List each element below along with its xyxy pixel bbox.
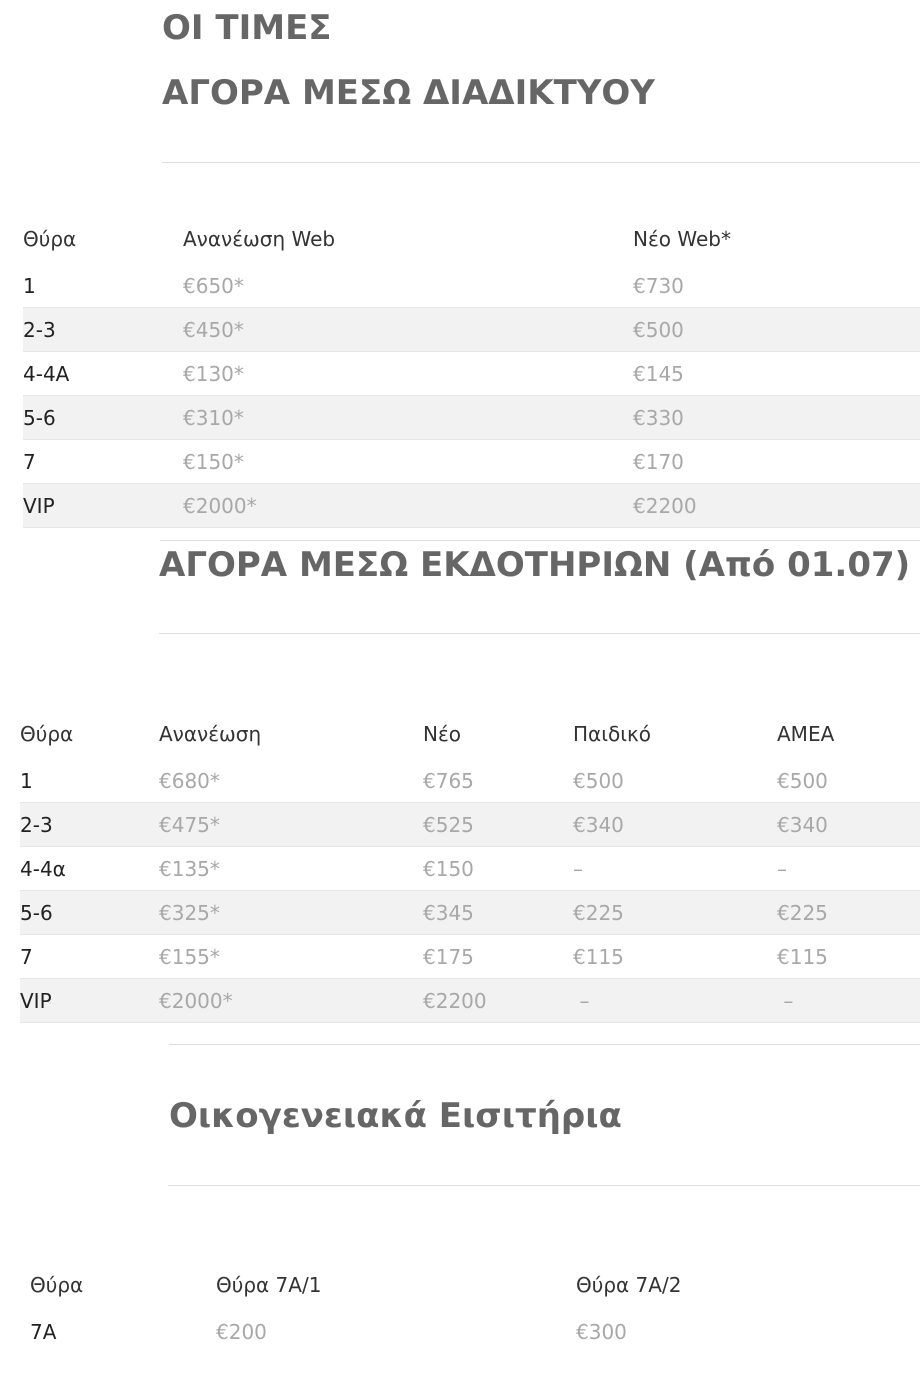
table-row [30, 1311, 920, 1353]
online-heading-divider [162, 162, 920, 163]
online-header-new-web: Νέο Web* [633, 227, 731, 251]
table-row [20, 891, 920, 935]
table-row [23, 396, 920, 440]
door-cell: VIP [20, 979, 159, 1023]
price-cell: €310* [183, 396, 633, 440]
price-cell: €170 [633, 440, 920, 484]
price-cell: €450* [183, 308, 633, 352]
price-cell: €325* [159, 891, 423, 935]
table-row [23, 352, 920, 396]
door-cell: 2-3 [20, 803, 159, 847]
price-cell: €175 [423, 935, 573, 979]
price-cell: €300 [576, 1320, 627, 1344]
price-cell: – [573, 979, 777, 1023]
family-header-door-7a1: Θύρα 7Α/1 [216, 1273, 322, 1297]
price-cell: €155* [159, 935, 423, 979]
family-price-table [30, 1259, 920, 1353]
price-cell: €330 [633, 396, 920, 440]
price-cell: €2200 [633, 484, 920, 528]
door-cell: 7 [23, 440, 183, 484]
family-header-door: Θύρα [30, 1273, 84, 1297]
price-cell: €115 [573, 935, 777, 979]
box-office-heading-divider [159, 633, 920, 634]
price-cell: €525 [423, 803, 573, 847]
price-cell: €475* [159, 803, 423, 847]
online-section-heading: ΑΓΟΡΑ ΜΕΣΩ ΔΙΑΔΙΚΤΥΟΥ [162, 73, 655, 113]
door-cell: 7 [20, 935, 159, 979]
table-row [20, 760, 920, 803]
price-cell: €500 [777, 760, 920, 803]
table-row [23, 440, 920, 484]
box-office-section-heading: ΑΓΟΡΑ ΜΕΣΩ ΕΚΔΟΤΗΡΙΩΝ (Από 01.07) [159, 545, 911, 585]
door-cell: 5-6 [23, 396, 183, 440]
box-office-header-renewal: Ανανέωση [159, 722, 262, 746]
table-row [20, 803, 920, 847]
online-header-renewal-web: Ανανέωση Web [183, 227, 336, 251]
price-cell: €500 [573, 760, 777, 803]
price-cell: €730 [633, 265, 920, 308]
price-cell: €340 [573, 803, 777, 847]
price-cell: €345 [423, 891, 573, 935]
door-cell: 1 [20, 760, 159, 803]
price-cell: €680* [159, 760, 423, 803]
price-cell: €130* [183, 352, 633, 396]
page-title: ΟΙ ΤΙΜΕΣ [162, 8, 332, 48]
price-cell: €200 [216, 1320, 267, 1344]
price-cell: €145 [633, 352, 920, 396]
door-cell: 7Α [30, 1320, 57, 1344]
door-cell: 1 [23, 265, 183, 308]
price-cell: €650* [183, 265, 633, 308]
door-cell: VIP [23, 484, 183, 528]
family-table-header-row [30, 1259, 920, 1311]
box-office-table-header-row [20, 708, 920, 760]
price-cell: €500 [633, 308, 920, 352]
price-cell: €2000* [183, 484, 633, 528]
price-cell: €340 [777, 803, 920, 847]
table-row [20, 847, 920, 891]
table-row [23, 265, 920, 308]
family-section-heading: Οικογενειακά Εισιτήρια [169, 1096, 622, 1136]
online-header-door: Θύρα [23, 227, 77, 251]
door-cell: 5-6 [20, 891, 159, 935]
box-office-price-table [20, 708, 920, 1023]
family-header-door-7a2: Θύρα 7Α/2 [576, 1273, 682, 1297]
table-row [23, 308, 920, 352]
price-cell: – [573, 847, 777, 891]
online-price-table [23, 213, 920, 528]
box-office-header-disabled: ΑΜΕΑ [777, 722, 835, 746]
box-office-header-door: Θύρα [20, 722, 74, 746]
online-table-header-row [23, 213, 920, 265]
price-cell: €2000* [159, 979, 423, 1023]
price-cell: €225 [573, 891, 777, 935]
box-office-header-new: Νέο [423, 722, 462, 746]
price-cell: – [777, 847, 920, 891]
door-cell: 2-3 [23, 308, 183, 352]
family-top-divider [169, 1044, 920, 1045]
price-cell: €135* [159, 847, 423, 891]
price-cell: – [777, 979, 920, 1023]
table-row [23, 484, 920, 528]
table-row [20, 935, 920, 979]
price-cell: €765 [423, 760, 573, 803]
price-cell: €225 [777, 891, 920, 935]
price-cell: €150 [423, 847, 573, 891]
door-cell: 4-4α [20, 847, 159, 891]
table-row [20, 979, 920, 1023]
door-cell: 4-4Α [23, 352, 183, 396]
price-cell: €2200 [423, 979, 573, 1023]
box-office-header-child: Παιδικό [573, 722, 652, 746]
box-office-top-divider [160, 540, 920, 541]
price-cell: €150* [183, 440, 633, 484]
price-cell: €115 [777, 935, 920, 979]
family-heading-divider [168, 1185, 920, 1186]
